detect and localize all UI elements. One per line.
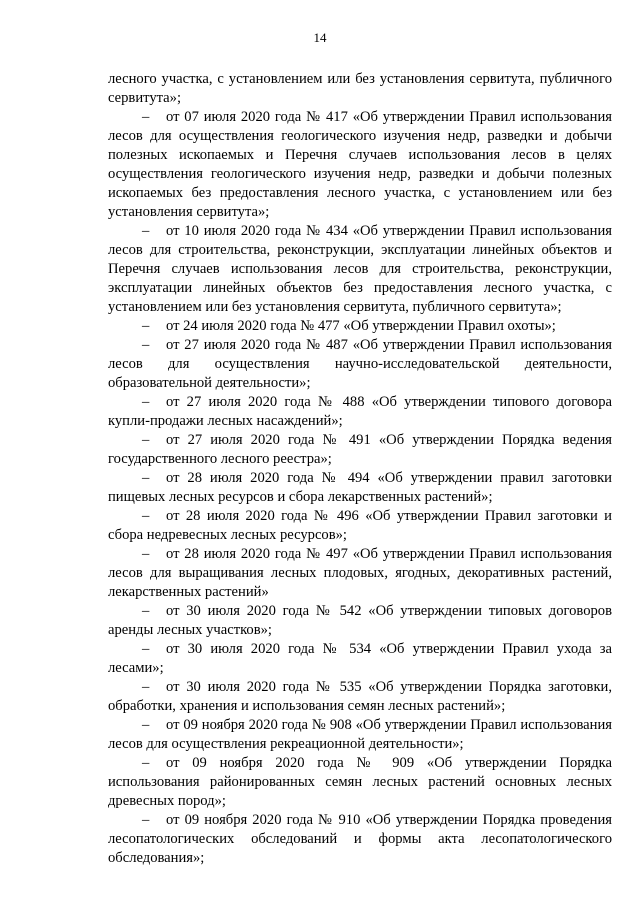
page-number: 14 [313,30,327,45]
list-dash: – [142,337,150,353]
list-item [108,336,612,393]
list-item-text: от 24 июля 2020 года № 477 «Об утверждении Правил охоты»; [166,318,556,334]
document-body [108,70,612,868]
list-item-text: от 30 июля 2020 года № 542 «Об утверждении типовых договоров аренды лесных участков»; [108,603,612,638]
list-dash: – [142,318,150,334]
list-item-text: от 27 июля 2020 года № 487 «Об утверждении Правил использования лесов для осуществления научно-исследовательской деятельности, образовательной деятельности»; [108,337,612,391]
list-item [108,393,612,431]
list-item-text: от 30 июля 2020 года № 535 «Об утверждении Порядка заготовки, обработки, хранения и использования семян лесных растений»; [108,679,612,714]
list-item [108,222,612,317]
list-dash: – [142,717,150,733]
list-item [108,754,612,811]
list-item [108,108,612,222]
list-item-text: от 07 июля 2020 года № 417 «Об утверждении Правил использования лесов для осуществления геологического изучения недр, разведки и добычи полезных ископаемых и Перечня случаев использования лесов в целях осуществления геологического изучения недр, разведки и добычи полезных ископаемых без предоставления лесного участка, с установлением или без установления сервитута»; [108,109,612,220]
list-item [108,640,612,678]
list-dash: – [142,223,150,239]
list-item-text: от 10 июля 2020 года № 434 «Об утверждении Правил использования лесов для строительства, реконструкции, эксплуатации линейных объектов и Перечня случаев использования лесов для строительства, реконструкции, эксплуатации линейных объектов без предоставления лесного участка, с установлением или без установления сервитута, публичного сервитута»; [108,223,612,315]
list-item-text: от 28 июля 2020 года № 494 «Об утверждении правил заготовки пищевых лесных ресурсов и сбора лекарственных растений»; [108,470,612,505]
list-item [108,602,612,640]
list-dash: – [142,394,150,410]
list-dash: – [142,546,150,562]
list-dash: – [142,812,150,828]
list-item-text: от 09 ноября 2020 года № 910 «Об утверждении Порядка проведения лесопатологических обследований и формы акта лесопатологического обследования»; [108,812,612,866]
list-item [108,716,612,754]
list-item-text: от 28 июля 2020 года № 496 «Об утверждении Правил заготовки и сбора недревесных лесных ресурсов»; [108,508,612,543]
list-dash: – [142,679,150,695]
list-item-text: от 28 июля 2020 года № 497 «Об утверждении Правил использования лесов для выращивания лесных плодовых, ягодных, декоративных растений, лекарственных растений» [108,546,612,600]
list-dash: – [142,470,150,486]
list-item [108,431,612,469]
list-item-text: лесного участка, с установлением или без установления сервитута, публичного сервитута»; [108,71,612,106]
list-dash: – [142,641,150,657]
list-item [108,317,612,336]
list-item [108,70,612,108]
list-dash: – [142,109,150,125]
list-dash: – [142,508,150,524]
list-dash: – [142,603,150,619]
list-item-text: от 30 июля 2020 года № 534 «Об утверждении Правил ухода за лесами»; [108,641,612,676]
list-dash: – [142,755,150,771]
list-item-text: от 27 июля 2020 года № 488 «Об утверждении типового договора купли-продажи лесных насаждений»; [108,394,612,429]
list-item [108,545,612,602]
list-dash: – [142,432,150,448]
list-item [108,507,612,545]
list-item [108,469,612,507]
list-item-text: от 09 ноября 2020 года № 908 «Об утверждении Правил использования лесов для осуществления рекреационной деятельности»; [108,717,612,752]
list-item-text: от 27 июля 2020 года № 491 «Об утверждении Порядка ведения государственного лесного реестра»; [108,432,612,467]
list-item [108,811,612,868]
list-item [108,678,612,716]
list-item-text: от 09 ноября 2020 года № 909 «Об утверждении Порядка использования районированных семян лесных растений основных лесных древесных пород»; [108,755,612,809]
